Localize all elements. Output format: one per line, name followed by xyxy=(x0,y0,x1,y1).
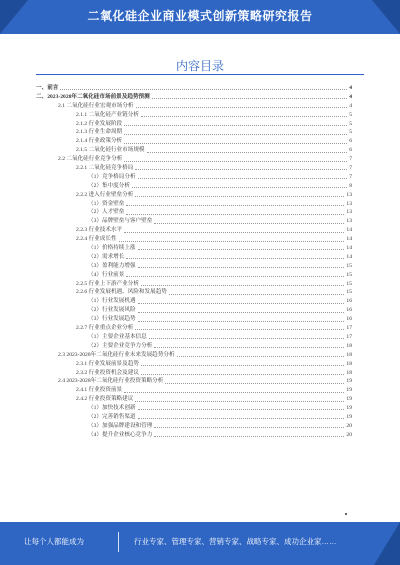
toc-leader-dots xyxy=(154,422,344,428)
toc-entry[interactable] xyxy=(36,93,352,102)
toc-leader-dots xyxy=(169,288,345,294)
toc-entry[interactable] xyxy=(36,306,352,315)
toc-leader-dots xyxy=(141,280,344,286)
toc-entry-label: 2.1.3 行业生命周期 xyxy=(76,129,123,136)
toc-entry-label: 2.1 二氧化硅行业宏观市场分析 xyxy=(58,102,134,109)
toc-entry-label: 二、2023-2028年二氧化硅市场前景及趋势预测 xyxy=(36,93,150,100)
toc-entry-label: （4）行业前景 xyxy=(88,271,125,278)
toc-entry-label: 2.3 2023-2028年二氧化硅行业未来发展趋势分析 xyxy=(58,351,175,358)
toc-entry-page: 7 xyxy=(349,165,352,172)
toc-entry[interactable] xyxy=(36,84,352,93)
toc-entry-page: 13 xyxy=(346,191,352,198)
toc-entry[interactable] xyxy=(36,280,352,289)
toc-leader-dots xyxy=(135,324,344,330)
toc-entry-label: 2.2.5 行业上下游产业分析 xyxy=(76,280,139,287)
toc-entry[interactable] xyxy=(36,333,352,342)
toc-entry-label: 2.4 2023-2028年二氧化硅行业投资策略分析 xyxy=(58,378,164,385)
toc-entry-label: 2.2.2 进入行业壁垒分析 xyxy=(76,191,134,198)
toc-entry-page: 13 xyxy=(346,218,352,225)
toc-entry[interactable] xyxy=(36,315,352,324)
toc-entry-label: 2.2.7 行业重点企业分析 xyxy=(76,325,134,332)
table-of-contents xyxy=(36,84,352,440)
toc-leader-dots xyxy=(136,102,348,108)
toc-entry-label: 2.1.1 二氧化硅产业链分析 xyxy=(76,111,139,118)
toc-entry[interactable] xyxy=(36,386,352,395)
toc-entry-page: 16 xyxy=(346,316,352,323)
toc-entry-label: 2.2.3 行业技术水平 xyxy=(76,227,123,234)
toc-entry-label: （2）人才壁垒 xyxy=(88,209,125,216)
toc-leader-dots xyxy=(124,155,347,161)
toc-entry-page: 19 xyxy=(346,413,352,420)
toc-entry-page: 18 xyxy=(346,360,352,367)
toc-entry-page: 6 xyxy=(349,138,352,145)
toc-entry[interactable] xyxy=(36,324,352,333)
toc-entry[interactable] xyxy=(36,235,352,244)
toc-leader-dots xyxy=(138,244,345,250)
toc-entry-label: 2.4.2 行业投资策略建议 xyxy=(76,396,134,403)
toc-entry[interactable] xyxy=(36,200,352,209)
toc-entry[interactable] xyxy=(36,377,352,386)
toc-entry-label: （2）需求增长 xyxy=(88,253,125,260)
toc-entry[interactable] xyxy=(36,164,352,173)
toc-entry-page: 5 xyxy=(349,111,352,118)
toc-heading: 内容目录 xyxy=(175,59,224,73)
toc-leader-dots xyxy=(138,262,345,268)
toc-leader-dots xyxy=(124,128,347,134)
toc-entry-page: 19 xyxy=(346,378,352,385)
toc-entry[interactable] xyxy=(36,271,352,280)
toc-leader-dots xyxy=(138,297,345,303)
toc-entry-label: 2.3.2 行业投资机会及建议 xyxy=(76,369,139,376)
report-header xyxy=(0,0,400,34)
toc-entry-page: 6 xyxy=(349,147,352,154)
footer-corner xyxy=(374,522,400,565)
toc-leader-dots xyxy=(141,111,347,117)
toc-entry-page: 14 xyxy=(346,227,352,234)
toc-entry-label: 2.1.2 行业发展阶段 xyxy=(76,120,123,127)
toc-divider xyxy=(36,74,364,75)
toc-entry[interactable] xyxy=(36,413,352,422)
toc-entry-label: （2）集中度分析 xyxy=(88,182,130,189)
toc-leader-dots xyxy=(138,306,345,312)
toc-leader-dots xyxy=(126,200,344,206)
toc-leader-dots xyxy=(124,226,344,232)
toc-leader-dots xyxy=(124,386,344,392)
toc-entry-page: 4 xyxy=(349,102,352,109)
toc-entry-label: （1）主要企业基本信息 xyxy=(88,333,147,340)
footer-slogan-right: 行业专家、管理专家、营销专家、战略专家、成功企业家…… xyxy=(134,537,337,546)
report-footer xyxy=(0,522,400,565)
toc-entry-page: 14 xyxy=(346,245,352,252)
toc-entry-label: （2）主要企业竞争力分析 xyxy=(88,342,153,349)
toc-leader-dots xyxy=(138,404,345,410)
toc-entry-page: 20 xyxy=(346,422,352,429)
toc-leader-dots xyxy=(124,137,347,143)
toc-entry-label: （1）加快技术创新 xyxy=(88,405,136,412)
toc-entry-page: 13 xyxy=(346,200,352,207)
toc-entry[interactable] xyxy=(36,422,352,431)
toc-entry-label: 2.2 二氧化硅行业竞争分析 xyxy=(58,156,123,163)
toc-entry-page: 19 xyxy=(346,396,352,403)
toc-entry-page: 4 xyxy=(349,93,352,100)
toc-entry-page: 16 xyxy=(346,307,352,314)
toc-entry-page: 7 xyxy=(349,156,352,163)
toc-entry[interactable] xyxy=(36,288,352,297)
toc-entry-page: 19 xyxy=(346,405,352,412)
toc-entry-page: 15 xyxy=(346,271,352,278)
toc-entry-label: （1）价格持续上涨 xyxy=(88,245,136,252)
footer-divider xyxy=(118,532,119,552)
toc-entry-page: 15 xyxy=(346,280,352,287)
toc-leader-dots xyxy=(154,217,344,223)
toc-entry[interactable] xyxy=(36,137,352,146)
toc-entry[interactable] xyxy=(36,244,352,253)
toc-leader-dots xyxy=(177,351,345,357)
toc-entry[interactable] xyxy=(36,395,352,404)
toc-leader-dots xyxy=(135,164,347,170)
toc-entry[interactable] xyxy=(36,226,352,235)
footer-slogan-left: 让每个人都能成为 xyxy=(24,537,84,546)
toc-entry-page: 13 xyxy=(346,209,352,216)
toc-leader-dots xyxy=(126,271,344,277)
toc-entry-label: （1）行业发展机遇 xyxy=(88,298,136,305)
toc-entry-label: （4）提升企业核心竞争力 xyxy=(88,431,153,438)
toc-entry-page: 16 xyxy=(346,298,352,305)
toc-entry-page: 18 xyxy=(346,351,352,358)
toc-entry-page: 15 xyxy=(346,289,352,296)
toc-leader-dots xyxy=(149,333,345,339)
page-marker xyxy=(345,513,347,515)
toc-leader-dots xyxy=(60,84,347,90)
toc-leader-dots xyxy=(138,315,345,321)
toc-entry[interactable] xyxy=(36,182,352,191)
toc-leader-dots xyxy=(126,208,344,214)
toc-entry[interactable] xyxy=(36,253,352,262)
toc-entry-label: （3）品牌壁垒与客户壁垒 xyxy=(88,218,153,225)
toc-entry[interactable] xyxy=(36,173,352,182)
toc-entry-label: 2.3.1 行业发展前景及趋势 xyxy=(76,360,139,367)
toc-entry-label: 2.1.5 二氧化硅行业市场规模 xyxy=(76,147,145,154)
toc-entry[interactable] xyxy=(36,208,352,217)
toc-entry-page: 15 xyxy=(346,262,352,269)
toc-entry[interactable] xyxy=(36,360,352,369)
toc-entry-label: 一、前言 xyxy=(36,85,59,91)
toc-entry-page: 14 xyxy=(346,236,352,243)
toc-leader-dots xyxy=(165,377,344,383)
toc-entry-page: 20 xyxy=(346,431,352,438)
toc-entry[interactable] xyxy=(36,351,352,360)
toc-entry-page: 18 xyxy=(346,369,352,376)
toc-entry-page: 19 xyxy=(346,387,352,394)
toc-entry-label: 2.2.4 行业成长性 xyxy=(76,236,117,243)
toc-entry[interactable] xyxy=(36,217,352,226)
toc-entry[interactable] xyxy=(36,297,352,306)
toc-leader-dots xyxy=(135,395,344,401)
toc-entry-label: 2.4.1 行业投资前景 xyxy=(76,387,123,394)
toc-entry-label: （1）资金壁垒 xyxy=(88,200,125,207)
toc-entry[interactable] xyxy=(36,155,352,164)
toc-entry[interactable] xyxy=(36,342,352,351)
toc-entry-label: （3）加强品牌建设和管理 xyxy=(88,422,153,429)
toc-entry-label: 2.2.1 二氧化硅竞争格局 xyxy=(76,165,134,172)
toc-leader-dots xyxy=(141,360,344,366)
toc-entry[interactable] xyxy=(36,369,352,378)
toc-entry-page: 4 xyxy=(349,85,352,91)
toc-leader-dots xyxy=(154,342,344,348)
toc-entry[interactable] xyxy=(36,128,352,137)
toc-entry-page: 5 xyxy=(349,129,352,136)
toc-entry[interactable] xyxy=(36,262,352,271)
toc-entry[interactable] xyxy=(36,146,352,155)
toc-entry-label: （3）行业发展趋势 xyxy=(88,316,136,323)
toc-entry-page: 17 xyxy=(346,325,352,332)
toc-entry-page: 7 xyxy=(349,173,352,180)
toc-entry-page: 17 xyxy=(346,333,352,340)
toc-entry-label: 2.2.6 行业发展机遇、风险和发展趋势 xyxy=(76,289,167,296)
toc-entry-page: 5 xyxy=(349,120,352,127)
toc-entry-page: 14 xyxy=(346,253,352,260)
toc-entry-page: 18 xyxy=(346,342,352,349)
toc-leader-dots xyxy=(147,146,348,152)
toc-entry-label: （3）盈利能力增强 xyxy=(88,262,136,269)
toc-leader-dots xyxy=(135,191,344,197)
toc-entry-label: 2.1.4 行业政策分析 xyxy=(76,138,123,145)
toc-entry-label: （1）竞争格局分析 xyxy=(88,173,136,180)
toc-entry[interactable] xyxy=(36,120,352,129)
toc-entry[interactable] xyxy=(36,191,352,200)
toc-entry-label: （2）完善销售渠道 xyxy=(88,413,136,420)
toc-leader-dots xyxy=(138,173,348,179)
toc-leader-dots xyxy=(119,235,345,241)
toc-leader-dots xyxy=(132,182,347,188)
toc-entry-page: 8 xyxy=(349,182,352,189)
toc-entry[interactable] xyxy=(36,431,352,440)
toc-entry[interactable] xyxy=(36,111,352,120)
toc-leader-dots xyxy=(138,413,345,419)
toc-entry-label: （2）行业发展风险 xyxy=(88,307,136,314)
toc-leader-dots xyxy=(126,253,344,259)
toc-leader-dots xyxy=(152,93,347,99)
toc-leader-dots xyxy=(124,120,347,126)
toc-leader-dots xyxy=(154,431,344,437)
toc-entry[interactable] xyxy=(36,102,352,111)
report-title: 二氧化硅企业商业模式创新策略研究报告 xyxy=(87,9,313,23)
toc-entry[interactable] xyxy=(36,404,352,413)
toc-leader-dots xyxy=(141,369,344,375)
